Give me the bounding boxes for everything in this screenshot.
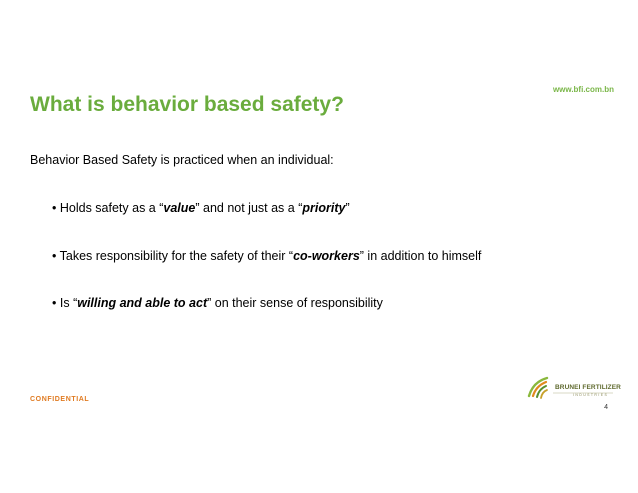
bullet-text-post: ” on their sense of responsibility bbox=[207, 296, 383, 310]
bullet-marker: • bbox=[52, 249, 57, 263]
bullet-text-pre: Holds safety as a “ bbox=[59, 201, 164, 215]
bullet-text-pre: Is “ bbox=[59, 296, 78, 310]
website-url: www.bfi.com.bn bbox=[552, 85, 614, 94]
bullet-emphasis: co-workers bbox=[293, 249, 360, 263]
bullet-item bbox=[52, 296, 383, 310]
confidential-label: CONFIDENTIAL bbox=[30, 396, 90, 403]
bullet-emphasis: priority bbox=[302, 201, 346, 215]
bullet-item bbox=[52, 201, 350, 215]
logo-subtitle: INDUSTRIES bbox=[573, 393, 609, 397]
bullet-text-mid: ” and not just as a “ bbox=[195, 201, 303, 215]
page-number: 4 bbox=[604, 404, 608, 411]
bullet-text-post: ” bbox=[345, 201, 350, 215]
bullet-marker: • bbox=[52, 296, 57, 310]
bullet-marker: • bbox=[52, 201, 57, 215]
page-title: What is behavior based safety? bbox=[30, 93, 344, 116]
bullet-emphasis: willing and able to act bbox=[77, 296, 208, 310]
bullet-text-post: ” in addition to himself bbox=[359, 249, 482, 263]
bullet-emphasis: value bbox=[163, 201, 196, 215]
logo-name: BRUNEI FERTILIZER bbox=[555, 384, 621, 391]
bullet-text-pre: Takes responsibility for the safety of their “ bbox=[59, 249, 294, 263]
intro-text: Behavior Based Safety is practiced when an individual: bbox=[30, 153, 334, 167]
bullet-item bbox=[52, 249, 481, 263]
